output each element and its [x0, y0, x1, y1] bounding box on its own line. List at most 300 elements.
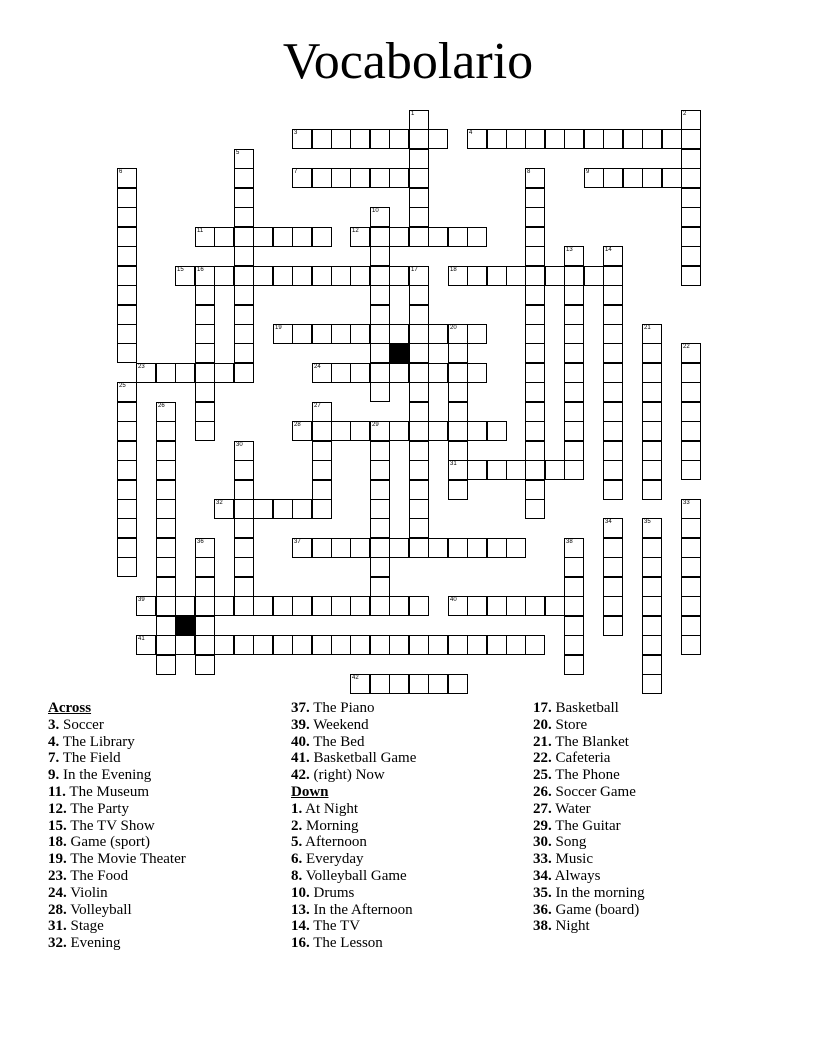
grid-cell[interactable]	[234, 635, 254, 655]
grid-cell[interactable]	[253, 266, 273, 286]
grid-cell[interactable]	[467, 266, 487, 286]
grid-cell[interactable]	[409, 596, 429, 616]
grid-cell[interactable]	[448, 635, 468, 655]
grid-cell[interactable]	[564, 402, 584, 422]
grid-cell[interactable]	[117, 518, 137, 538]
grid-cell[interactable]	[584, 168, 604, 188]
grid-cell[interactable]	[409, 441, 429, 461]
grid-cell[interactable]	[117, 207, 137, 227]
grid-cell[interactable]	[642, 518, 662, 538]
grid-cell[interactable]	[234, 266, 254, 286]
grid-cell[interactable]	[428, 674, 448, 694]
grid-cell[interactable]	[642, 421, 662, 441]
grid-cell[interactable]	[448, 441, 468, 461]
grid-cell[interactable]	[117, 246, 137, 266]
grid-cell[interactable]	[292, 421, 312, 441]
grid-cell[interactable]	[195, 596, 215, 616]
grid-cell[interactable]	[195, 305, 215, 325]
grid-cell[interactable]	[409, 382, 429, 402]
grid-cell[interactable]	[603, 538, 623, 558]
grid-cell[interactable]	[584, 266, 604, 286]
grid-cell[interactable]	[487, 635, 507, 655]
grid-cell[interactable]	[117, 460, 137, 480]
grid-cell[interactable]	[603, 441, 623, 461]
grid-cell[interactable]	[234, 149, 254, 169]
grid-cell[interactable]	[136, 363, 156, 383]
grid-cell[interactable]	[564, 382, 584, 402]
grid-cell[interactable]	[253, 499, 273, 519]
grid-cell[interactable]	[564, 305, 584, 325]
grid-cell[interactable]	[448, 480, 468, 500]
grid-cell[interactable]	[603, 577, 623, 597]
grid-cell[interactable]	[292, 596, 312, 616]
grid-cell[interactable]	[564, 616, 584, 636]
grid-cell[interactable]	[564, 577, 584, 597]
grid-cell[interactable]	[409, 674, 429, 694]
grid-cell[interactable]	[564, 635, 584, 655]
grid-cell[interactable]	[603, 596, 623, 616]
grid-cell[interactable]	[409, 110, 429, 130]
grid-cell[interactable]	[642, 674, 662, 694]
grid-cell[interactable]	[117, 480, 137, 500]
grid-cell[interactable]	[448, 460, 468, 480]
grid-cell[interactable]	[117, 305, 137, 325]
grid-cell[interactable]	[214, 635, 234, 655]
grid-cell[interactable]	[642, 382, 662, 402]
grid-cell[interactable]	[409, 538, 429, 558]
grid-cell[interactable]	[428, 227, 448, 247]
grid-cell[interactable]	[448, 674, 468, 694]
grid-cell[interactable]	[389, 266, 409, 286]
grid-cell[interactable]	[195, 266, 215, 286]
grid-cell[interactable]	[214, 596, 234, 616]
grid-cell[interactable]	[292, 538, 312, 558]
grid-cell[interactable]	[234, 305, 254, 325]
grid-cell[interactable]	[156, 655, 176, 675]
grid-cell[interactable]	[467, 538, 487, 558]
grid-cell[interactable]	[525, 421, 545, 441]
grid-cell[interactable]	[234, 343, 254, 363]
grid-cell[interactable]	[389, 538, 409, 558]
grid-cell[interactable]	[603, 343, 623, 363]
grid-cell[interactable]	[389, 596, 409, 616]
grid-cell[interactable]	[214, 227, 234, 247]
grid-cell[interactable]	[195, 382, 215, 402]
grid-cell[interactable]	[428, 363, 448, 383]
grid-cell[interactable]	[448, 343, 468, 363]
grid-cell[interactable]	[117, 188, 137, 208]
grid-cell[interactable]	[428, 421, 448, 441]
grid-cell[interactable]	[681, 246, 701, 266]
grid-cell[interactable]	[525, 129, 545, 149]
grid-cell[interactable]	[525, 343, 545, 363]
grid-cell[interactable]	[564, 655, 584, 675]
grid-cell[interactable]	[545, 596, 565, 616]
grid-cell[interactable]	[525, 596, 545, 616]
grid-cell[interactable]	[642, 616, 662, 636]
grid-cell[interactable]	[350, 168, 370, 188]
grid-cell[interactable]	[331, 596, 351, 616]
grid-cell[interactable]	[370, 207, 390, 227]
grid-cell[interactable]	[525, 207, 545, 227]
grid-cell[interactable]	[234, 227, 254, 247]
grid-cell[interactable]	[681, 227, 701, 247]
grid-cell[interactable]	[681, 266, 701, 286]
grid-cell[interactable]	[603, 518, 623, 538]
grid-cell[interactable]	[603, 168, 623, 188]
grid-cell[interactable]	[175, 635, 195, 655]
grid-cell[interactable]	[156, 480, 176, 500]
grid-cell[interactable]	[156, 441, 176, 461]
grid-cell[interactable]	[681, 188, 701, 208]
grid-cell[interactable]	[409, 460, 429, 480]
grid-cell[interactable]	[156, 577, 176, 597]
grid-cell[interactable]	[331, 421, 351, 441]
grid-cell[interactable]	[273, 635, 293, 655]
grid-cell[interactable]	[642, 129, 662, 149]
grid-cell[interactable]	[331, 168, 351, 188]
grid-cell[interactable]	[448, 402, 468, 422]
grid-cell[interactable]	[487, 538, 507, 558]
grid-cell[interactable]	[195, 363, 215, 383]
grid-cell[interactable]	[681, 518, 701, 538]
grid-cell[interactable]	[312, 596, 332, 616]
grid-cell[interactable]	[156, 538, 176, 558]
grid-cell[interactable]	[525, 460, 545, 480]
grid-cell[interactable]	[175, 266, 195, 286]
grid-cell[interactable]	[642, 460, 662, 480]
grid-cell[interactable]	[409, 518, 429, 538]
grid-cell[interactable]	[370, 129, 390, 149]
grid-cell[interactable]	[467, 421, 487, 441]
grid-cell[interactable]	[312, 441, 332, 461]
grid-cell[interactable]	[156, 557, 176, 577]
grid-cell[interactable]	[409, 227, 429, 247]
grid-cell[interactable]	[370, 596, 390, 616]
grid-cell[interactable]	[350, 674, 370, 694]
grid-cell[interactable]	[195, 635, 215, 655]
grid-cell[interactable]	[681, 382, 701, 402]
grid-cell[interactable]	[331, 266, 351, 286]
grid-cell[interactable]	[312, 129, 332, 149]
grid-cell[interactable]	[234, 168, 254, 188]
grid-cell[interactable]	[623, 129, 643, 149]
grid-cell[interactable]	[234, 188, 254, 208]
grid-cell[interactable]	[312, 227, 332, 247]
grid-cell[interactable]	[525, 402, 545, 422]
grid-cell[interactable]	[273, 596, 293, 616]
grid-cell[interactable]	[409, 402, 429, 422]
grid-cell[interactable]	[487, 596, 507, 616]
grid-cell[interactable]	[273, 227, 293, 247]
grid-cell[interactable]	[525, 441, 545, 461]
grid-cell[interactable]	[603, 382, 623, 402]
grid-cell[interactable]	[409, 188, 429, 208]
grid-cell[interactable]	[525, 324, 545, 344]
grid-cell[interactable]	[506, 538, 526, 558]
grid-cell[interactable]	[467, 460, 487, 480]
grid-cell[interactable]	[331, 129, 351, 149]
grid-cell[interactable]	[603, 246, 623, 266]
grid-cell[interactable]	[234, 557, 254, 577]
grid-cell[interactable]	[448, 382, 468, 402]
grid-cell[interactable]	[331, 363, 351, 383]
grid-cell[interactable]	[448, 324, 468, 344]
grid-cell[interactable]	[234, 460, 254, 480]
grid-cell[interactable]	[603, 402, 623, 422]
grid-cell[interactable]	[681, 363, 701, 383]
grid-cell[interactable]	[234, 246, 254, 266]
grid-cell[interactable]	[525, 382, 545, 402]
grid-cell[interactable]	[253, 596, 273, 616]
grid-cell[interactable]	[292, 635, 312, 655]
grid-cell[interactable]	[603, 616, 623, 636]
grid-cell[interactable]	[234, 596, 254, 616]
grid-cell[interactable]	[312, 324, 332, 344]
grid-cell[interactable]	[292, 168, 312, 188]
grid-cell[interactable]	[292, 227, 312, 247]
grid-cell[interactable]	[214, 499, 234, 519]
grid-cell[interactable]	[195, 324, 215, 344]
grid-cell[interactable]	[156, 421, 176, 441]
grid-cell[interactable]	[234, 441, 254, 461]
grid-cell[interactable]	[273, 324, 293, 344]
grid-cell[interactable]	[331, 635, 351, 655]
grid-cell[interactable]	[156, 460, 176, 480]
grid-cell[interactable]	[389, 324, 409, 344]
grid-cell[interactable]	[642, 596, 662, 616]
grid-cell[interactable]	[312, 402, 332, 422]
grid-cell[interactable]	[370, 674, 390, 694]
grid-cell[interactable]	[117, 421, 137, 441]
grid-cell[interactable]	[545, 266, 565, 286]
grid-cell[interactable]	[448, 363, 468, 383]
grid-cell[interactable]	[195, 655, 215, 675]
grid-cell[interactable]	[370, 421, 390, 441]
grid-cell[interactable]	[370, 441, 390, 461]
grid-cell[interactable]	[234, 285, 254, 305]
grid-cell[interactable]	[273, 499, 293, 519]
grid-cell[interactable]	[525, 227, 545, 247]
grid-cell[interactable]	[525, 363, 545, 383]
grid-cell[interactable]	[409, 635, 429, 655]
grid-cell[interactable]	[642, 538, 662, 558]
grid-cell[interactable]	[195, 227, 215, 247]
grid-cell[interactable]	[195, 402, 215, 422]
grid-cell[interactable]	[506, 596, 526, 616]
grid-cell[interactable]	[506, 129, 526, 149]
grid-cell[interactable]	[350, 363, 370, 383]
grid-cell[interactable]	[370, 460, 390, 480]
grid-cell[interactable]	[370, 343, 390, 363]
grid-cell[interactable]	[409, 129, 429, 149]
grid-cell[interactable]	[117, 227, 137, 247]
grid-cell[interactable]	[603, 557, 623, 577]
grid-cell[interactable]	[370, 168, 390, 188]
grid-cell[interactable]	[331, 324, 351, 344]
grid-cell[interactable]	[564, 343, 584, 363]
grid-cell[interactable]	[273, 266, 293, 286]
grid-cell[interactable]	[117, 324, 137, 344]
grid-cell[interactable]	[409, 266, 429, 286]
grid-cell[interactable]	[370, 577, 390, 597]
grid-cell[interactable]	[117, 343, 137, 363]
grid-cell[interactable]	[253, 635, 273, 655]
grid-cell[interactable]	[467, 363, 487, 383]
grid-cell[interactable]	[642, 363, 662, 383]
grid-cell[interactable]	[117, 557, 137, 577]
grid-cell[interactable]	[175, 363, 195, 383]
grid-cell[interactable]	[389, 129, 409, 149]
grid-cell[interactable]	[409, 324, 429, 344]
grid-cell[interactable]	[117, 402, 137, 422]
grid-cell[interactable]	[642, 635, 662, 655]
grid-cell[interactable]	[409, 363, 429, 383]
grid-cell[interactable]	[195, 421, 215, 441]
grid-cell[interactable]	[564, 557, 584, 577]
grid-cell[interactable]	[642, 441, 662, 461]
grid-cell[interactable]	[370, 246, 390, 266]
grid-cell[interactable]	[136, 596, 156, 616]
grid-cell[interactable]	[681, 577, 701, 597]
grid-cell[interactable]	[350, 421, 370, 441]
grid-cell[interactable]	[156, 635, 176, 655]
grid-cell[interactable]	[525, 635, 545, 655]
grid-cell[interactable]	[681, 557, 701, 577]
grid-cell[interactable]	[253, 227, 273, 247]
grid-cell[interactable]	[525, 266, 545, 286]
grid-cell[interactable]	[117, 441, 137, 461]
grid-cell[interactable]	[662, 129, 682, 149]
grid-cell[interactable]	[564, 266, 584, 286]
grid-cell[interactable]	[506, 266, 526, 286]
grid-cell[interactable]	[603, 285, 623, 305]
grid-cell[interactable]	[448, 266, 468, 286]
grid-cell[interactable]	[370, 518, 390, 538]
grid-cell[interactable]	[662, 168, 682, 188]
grid-cell[interactable]	[370, 557, 390, 577]
grid-cell[interactable]	[487, 129, 507, 149]
grid-cell[interactable]	[603, 129, 623, 149]
grid-cell[interactable]	[292, 266, 312, 286]
grid-cell[interactable]	[603, 266, 623, 286]
grid-cell[interactable]	[409, 207, 429, 227]
grid-cell[interactable]	[389, 674, 409, 694]
grid-cell[interactable]	[487, 266, 507, 286]
grid-cell[interactable]	[234, 538, 254, 558]
grid-cell[interactable]	[234, 480, 254, 500]
grid-cell[interactable]	[370, 324, 390, 344]
grid-cell[interactable]	[603, 460, 623, 480]
grid-cell[interactable]	[525, 246, 545, 266]
grid-cell[interactable]	[467, 596, 487, 616]
grid-cell[interactable]	[409, 305, 429, 325]
grid-cell[interactable]	[312, 363, 332, 383]
grid-cell[interactable]	[642, 168, 662, 188]
grid-cell[interactable]	[175, 596, 195, 616]
grid-cell[interactable]	[156, 499, 176, 519]
grid-cell[interactable]	[525, 499, 545, 519]
grid-cell[interactable]	[603, 421, 623, 441]
grid-cell[interactable]	[681, 460, 701, 480]
grid-cell[interactable]	[389, 363, 409, 383]
grid-cell[interactable]	[214, 266, 234, 286]
grid-cell[interactable]	[312, 538, 332, 558]
grid-cell[interactable]	[409, 499, 429, 519]
grid-cell[interactable]	[603, 324, 623, 344]
grid-cell[interactable]	[467, 129, 487, 149]
grid-cell[interactable]	[681, 596, 701, 616]
grid-cell[interactable]	[234, 518, 254, 538]
grid-cell[interactable]	[292, 499, 312, 519]
grid-cell[interactable]	[370, 266, 390, 286]
grid-cell[interactable]	[603, 480, 623, 500]
grid-cell[interactable]	[428, 324, 448, 344]
grid-cell[interactable]	[681, 207, 701, 227]
grid-cell[interactable]	[370, 382, 390, 402]
grid-cell[interactable]	[564, 460, 584, 480]
grid-cell[interactable]	[409, 421, 429, 441]
grid-cell[interactable]	[370, 363, 390, 383]
grid-cell[interactable]	[564, 246, 584, 266]
grid-cell[interactable]	[312, 266, 332, 286]
grid-cell[interactable]	[642, 480, 662, 500]
grid-cell[interactable]	[312, 635, 332, 655]
grid-cell[interactable]	[467, 324, 487, 344]
grid-cell[interactable]	[234, 577, 254, 597]
grid-cell[interactable]	[312, 421, 332, 441]
grid-cell[interactable]	[603, 363, 623, 383]
grid-cell[interactable]	[389, 168, 409, 188]
grid-cell[interactable]	[642, 557, 662, 577]
grid-cell[interactable]	[370, 305, 390, 325]
grid-cell[interactable]	[681, 441, 701, 461]
grid-cell[interactable]	[525, 285, 545, 305]
grid-cell[interactable]	[487, 460, 507, 480]
grid-cell[interactable]	[156, 402, 176, 422]
grid-cell[interactable]	[370, 480, 390, 500]
grid-cell[interactable]	[312, 499, 332, 519]
grid-cell[interactable]	[681, 343, 701, 363]
grid-cell[interactable]	[370, 635, 390, 655]
grid-cell[interactable]	[234, 363, 254, 383]
grid-cell[interactable]	[350, 227, 370, 247]
grid-cell[interactable]	[156, 518, 176, 538]
grid-cell[interactable]	[312, 480, 332, 500]
grid-cell[interactable]	[623, 168, 643, 188]
grid-cell[interactable]	[312, 168, 332, 188]
grid-cell[interactable]	[409, 285, 429, 305]
grid-cell[interactable]	[350, 266, 370, 286]
grid-cell[interactable]	[545, 129, 565, 149]
grid-cell[interactable]	[564, 538, 584, 558]
grid-cell[interactable]	[214, 363, 234, 383]
grid-cell[interactable]	[370, 227, 390, 247]
grid-cell[interactable]	[525, 480, 545, 500]
grid-cell[interactable]	[389, 421, 409, 441]
grid-cell[interactable]	[506, 635, 526, 655]
grid-cell[interactable]	[525, 188, 545, 208]
grid-cell[interactable]	[156, 596, 176, 616]
grid-cell[interactable]	[428, 129, 448, 149]
grid-cell[interactable]	[448, 227, 468, 247]
grid-cell[interactable]	[564, 285, 584, 305]
grid-cell[interactable]	[195, 285, 215, 305]
grid-cell[interactable]	[603, 305, 623, 325]
grid-cell[interactable]	[234, 207, 254, 227]
grid-cell[interactable]	[195, 538, 215, 558]
grid-cell[interactable]	[681, 129, 701, 149]
